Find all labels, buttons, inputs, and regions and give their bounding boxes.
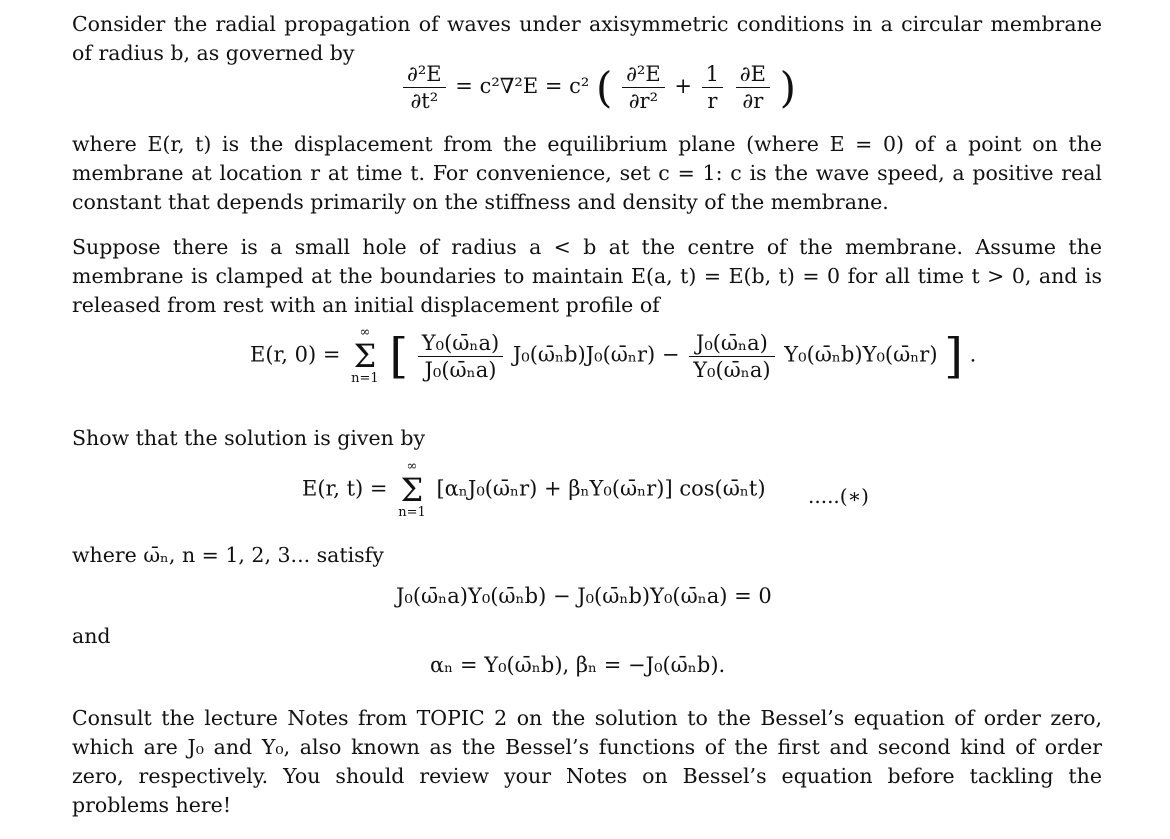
f1-numerator: ∂²E — [622, 62, 665, 88]
sum-upper-limit: ∞ — [359, 325, 371, 340]
wave-equation — [400, 62, 796, 113]
f2-numerator: 1 — [702, 62, 723, 88]
initial-end-period: . — [969, 342, 977, 367]
paragraph-intro: Consider the radial propagation of waves under axisymmetric conditions in a circular membrane of radius b, as governed by — [72, 12, 1102, 65]
lhs-numerator: ∂²E — [403, 62, 446, 88]
solution-body: [αₙJ₀(ω̄ₙr) + βₙY₀(ω̄ₙr)] cos(ω̄ₙt) — [436, 476, 766, 501]
initial-summation — [351, 326, 379, 386]
paragraph-definition: where E(r, t) is the displacement from the equilibrium plane (where E = 0) of a point on the membrane at location r at time t. For convenience, set c = 1: c is the wave speed, a positive real constant that depends primarily on the stiffness and density of the membrane. — [72, 132, 1102, 214]
sol-sum-lower-limit: n=1 — [398, 505, 426, 520]
one-over-r-fraction — [702, 62, 723, 113]
left-paren: ( — [595, 63, 613, 112]
right-bracket: ] — [944, 328, 963, 384]
f2-denominator: r — [707, 89, 718, 113]
lhs-denominator: ∂t² — [410, 89, 439, 113]
second-derivative-fraction — [622, 62, 665, 113]
initial-term-2: Y₀(ω̄ₙb)Y₀(ω̄ₙr) — [784, 342, 938, 367]
i-f1-numerator: Y₀(ω̄ₙa) — [418, 331, 503, 357]
sol-sigma-symbol: Σ — [400, 471, 424, 509]
initial-lhs: E(r, 0) = — [250, 342, 341, 367]
solution-lhs: E(r, t) = — [302, 476, 388, 501]
equation-tag: .....(∗) — [808, 484, 869, 508]
f3-denominator: ∂r — [742, 89, 764, 113]
right-paren: ) — [779, 63, 796, 112]
f1-denominator: ∂r² — [628, 89, 659, 113]
eigenvalue-condition: J₀(ω̄ₙa)Y₀(ω̄ₙb) − J₀(ω̄ₙb)Y₀(ω̄ₙa) = 0 — [396, 584, 772, 608]
lhs-fraction — [403, 62, 446, 113]
paragraph-and: and — [72, 624, 111, 648]
f3-numerator: ∂E — [736, 62, 770, 88]
coefficients-equation: αₙ = Y₀(ω̄ₙb), βₙ = −J₀(ω̄ₙb). — [430, 653, 726, 677]
i-f2-denominator: Y₀(ω̄ₙa) — [693, 357, 771, 382]
solution-equation — [302, 460, 766, 520]
plus-sign: + — [674, 74, 692, 98]
i-f2-numerator: J₀(ω̄ₙa) — [689, 331, 774, 357]
paragraph-where: where ω̄ₙ, n = 1, 2, 3... satisfy — [72, 543, 384, 567]
i-f1-denominator: J₀(ω̄ₙa) — [424, 357, 497, 382]
sol-sum-upper-limit: ∞ — [406, 459, 418, 474]
left-bracket: [ — [389, 328, 409, 384]
paragraph-show: Show that the solution is given by — [72, 426, 426, 450]
j0-over-y0-fraction — [689, 331, 774, 382]
sum-lower-limit: n=1 — [351, 371, 379, 386]
first-derivative-fraction — [736, 62, 770, 113]
y0-over-j0-fraction — [418, 331, 503, 382]
wave-middle: = c²∇²E = c² — [455, 74, 590, 98]
paragraph-consult: Consult the lecture Notes from TOPIC 2 on the solution to the Bessel’s equation of order zero, which are J₀ and Y₀, also known as the Bessel’s functions of the first and second kind of order zero, respectively. You should review your Notes on Bessel’s equation before tackling the problems here! — [72, 706, 1102, 817]
solution-summation — [398, 460, 426, 520]
paragraph-hole: Suppose there is a small hole of radius a < b at the centre of the membrane. Assume the membrane is clamped at the boundaries to maintain E(a, t) = E(b, t) = 0 for all time t > 0, and is released from rest with an initial displacement profile of — [72, 235, 1102, 317]
sigma-symbol: Σ — [353, 337, 377, 375]
initial-displacement-equation — [250, 326, 976, 386]
initial-term-1: J₀(ω̄ₙb)J₀(ω̄ₙr) − — [512, 342, 680, 367]
